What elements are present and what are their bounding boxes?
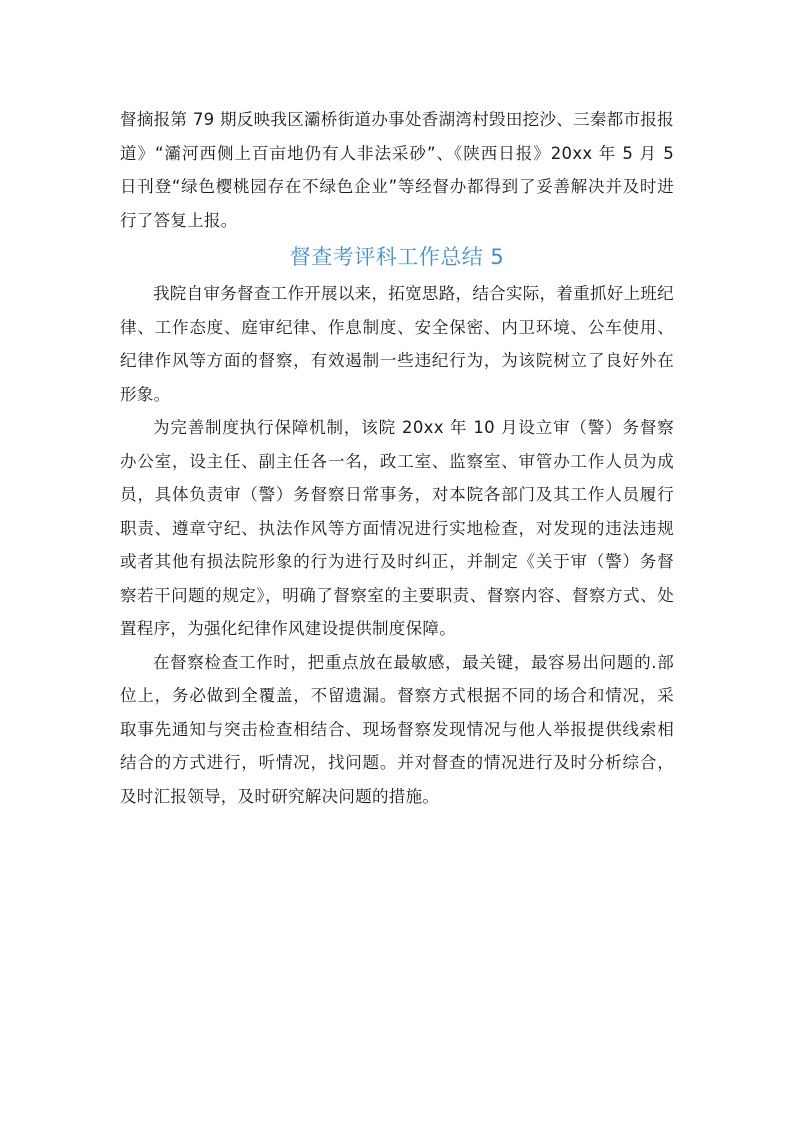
body-paragraph-3: 在督察检查工作时，把重点放在最敏感，最关键，最容易出问题的.部位上，务必做到全覆盖，不留遗漏。督察方式根据不同的场合和情况，采取事先通知与突击检查相结合、现场督察发现情况与他人举报提供线索相结合的方式进行，听情况，找问题。并对督查的情况进行及时分析综合，及时汇报领导，及时研究解决问题的措施。 [120,652,674,806]
section-title: 督查考评科工作总结 5 [289,245,505,269]
body-paragraph-2: 为完善制度执行保障机制，该院 20xx 年 10 月设立审（警）务督察办公室，设主任、副主任各一名，政工室、监察室、审管办工作人员为成员，具体负责审（警）务督察日常事务，对本院各部门及其工作人员履行职责、遵章守纪、执法作风等方面情况进行实地检查，对发现的违法违规或者其他有损法院形象的行为进行及时纠正，并制定《关于审（警）务督察若干问题的规定》，明确了督察室的主要职责、督察内容、督察方式、处置程序，为强化纪律作风建设提供制度保障。 [120,418,674,638]
body-paragraph-1: 我院自审务督查工作开展以来，拓宽思路，结合实际，着重抓好上班纪律、工作态度、庭审纪律、作息制度、安全保密、内卫环境、公车使用、纪律作风等方面的督察，有效遏制一些违纪行为，为该院树立了良好外在形象。 [120,284,674,404]
intro-paragraph: 督摘报第 79 期反映我区灞桥街道办事处香湖湾村毁田挖沙、三秦都市报报道》“灞河西侧上百亩地仍有人非法采砂”、《陕西日报》20xx 年 5 月 5 日刊登“绿色樱桃园存在不绿色企业”等经督办都得到了妥善解决并及时进行了答复上报。 [120,110,674,230]
